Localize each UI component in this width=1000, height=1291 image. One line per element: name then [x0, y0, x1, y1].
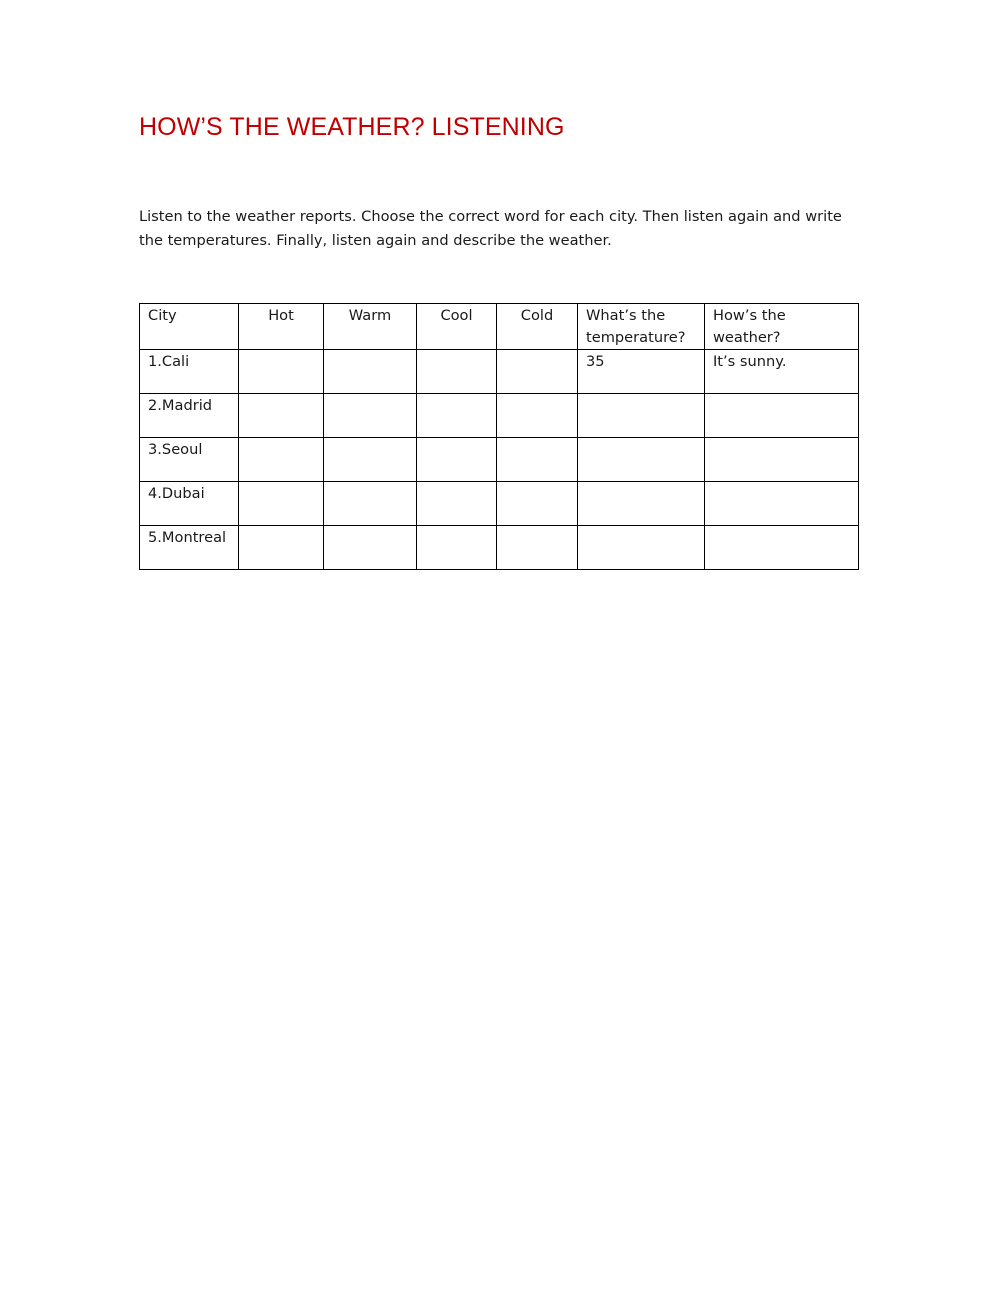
cold-cell[interactable] — [497, 526, 578, 570]
warm-cell[interactable] — [324, 526, 417, 570]
header-cold: Cold — [497, 304, 578, 350]
header-hot: Hot — [239, 304, 324, 350]
city-cell: 3.Seoul — [140, 438, 239, 482]
header-warm: Warm — [324, 304, 417, 350]
instructions-text: Listen to the weather reports. Choose the correct word for each city. Then listen again and write the temperatures. Finally, listen again and describe the weather. — [139, 208, 842, 249]
temperature-cell[interactable]: 35 — [578, 350, 705, 394]
header-city: City — [140, 304, 239, 350]
warm-cell[interactable] — [324, 350, 417, 394]
hot-cell[interactable] — [239, 526, 324, 570]
cold-cell[interactable] — [497, 350, 578, 394]
temperature-cell[interactable] — [578, 438, 705, 482]
cool-cell[interactable] — [417, 394, 497, 438]
weather-cell[interactable] — [705, 438, 859, 482]
hot-cell[interactable] — [239, 482, 324, 526]
cold-cell[interactable] — [497, 482, 578, 526]
header-temperature: What’s the temperature? — [578, 304, 705, 350]
cool-cell[interactable] — [417, 350, 497, 394]
temperature-cell[interactable] — [578, 394, 705, 438]
hot-cell[interactable] — [239, 438, 324, 482]
cold-cell[interactable] — [497, 394, 578, 438]
weather-cell[interactable] — [705, 394, 859, 438]
temperature-cell[interactable] — [578, 526, 705, 570]
table-row — [140, 526, 859, 570]
header-cool: Cool — [417, 304, 497, 350]
temperature-cell[interactable] — [578, 482, 705, 526]
table-row — [140, 482, 859, 526]
warm-cell[interactable] — [324, 482, 417, 526]
table-row — [140, 394, 859, 438]
table-row — [140, 350, 859, 394]
city-cell: 2.Madrid — [140, 394, 239, 438]
warm-cell[interactable] — [324, 394, 417, 438]
page-title: HOW’S THE WEATHER? LISTENING — [139, 113, 565, 141]
weather-cell[interactable] — [705, 482, 859, 526]
city-cell: 4.Dubai — [140, 482, 239, 526]
weather-cell[interactable] — [705, 526, 859, 570]
warm-cell[interactable] — [324, 438, 417, 482]
cool-cell[interactable] — [417, 482, 497, 526]
city-cell: 1.Cali — [140, 350, 239, 394]
city-cell: 5.Montreal — [140, 526, 239, 570]
table-row — [140, 438, 859, 482]
cool-cell[interactable] — [417, 438, 497, 482]
hot-cell[interactable] — [239, 350, 324, 394]
weather-table — [139, 303, 859, 570]
header-row — [140, 304, 859, 350]
hot-cell[interactable] — [239, 394, 324, 438]
cool-cell[interactable] — [417, 526, 497, 570]
cold-cell[interactable] — [497, 438, 578, 482]
weather-cell[interactable]: It’s sunny. — [705, 350, 859, 394]
header-weather: How’s the weather? — [705, 304, 859, 350]
